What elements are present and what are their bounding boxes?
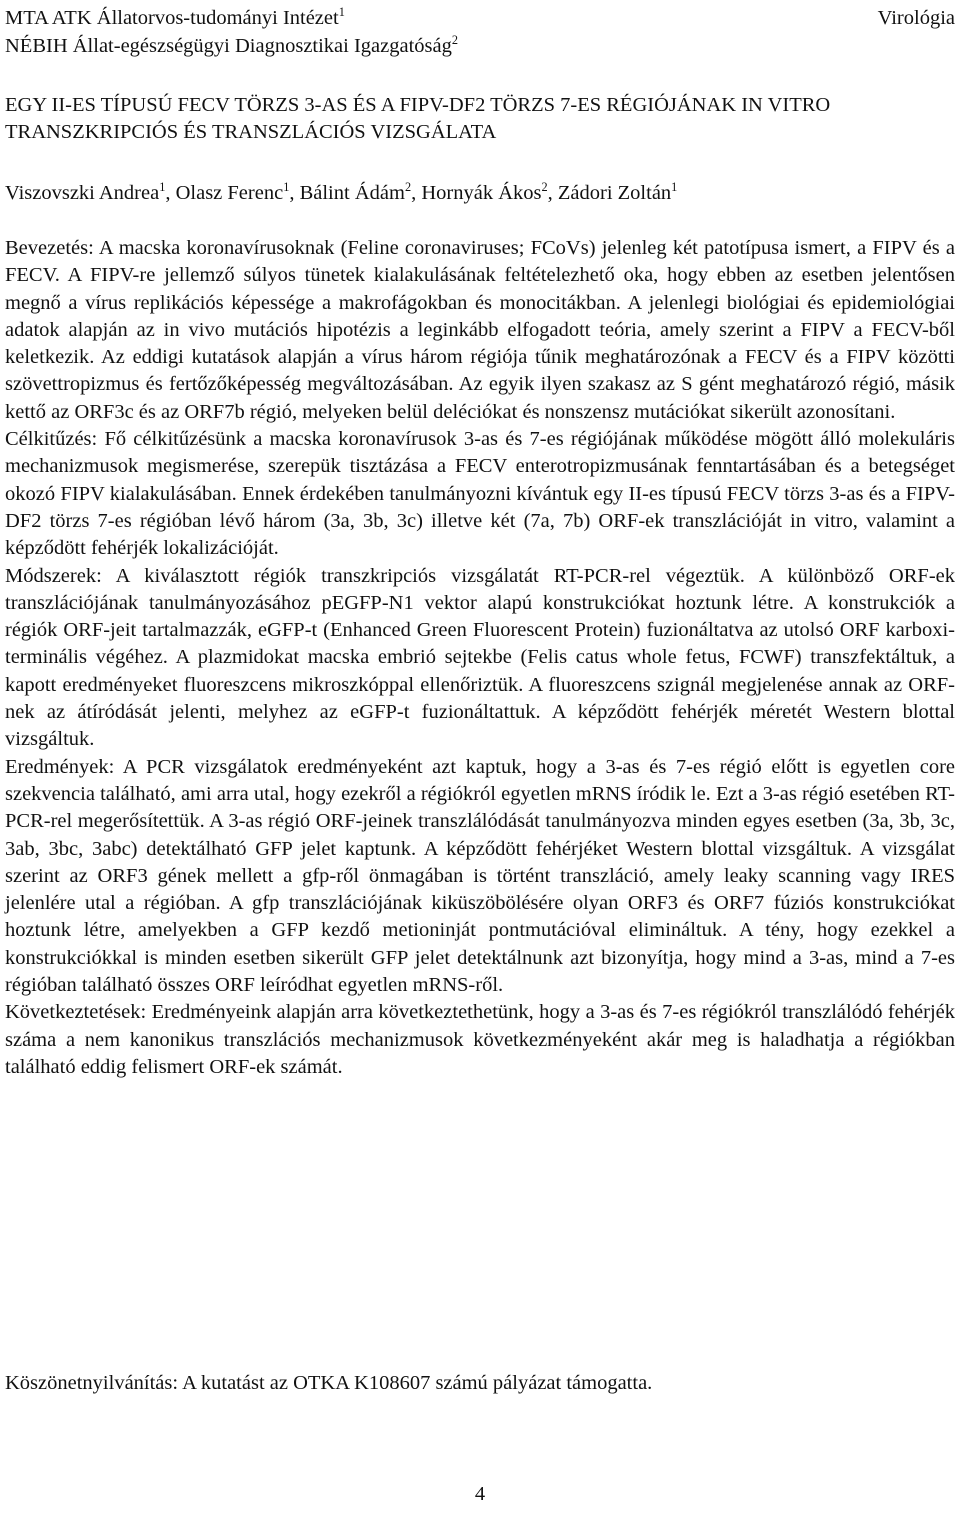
section-text: A kiválasztott régiók transzkripciós vizsgálatát RT-PCR-rel végeztük. A különböző ORF-ek transzlációjának tanulmányozásához pEGFP-N1 vektor alapú konstrukciókat hoztunk létre. A konstrukciók a régiók ORF-jeit tartalmazzák, eGFP-t (Enhanced Green Fluorescent Protein) fuzionáltatva az utolsó ORF karboxi-terminális végéhez. A plazmidokat macska embrió sejtekbe (Felis catus whole fetus, FCWF) transzfektáltuk, a kapott eredményeket fluoreszcens mikroszkóppal ellenőriztük. A fluoreszcens szignál megjelenése annak az ORF-nek az átíródását jelenti, melyhez az eGFP-t fuzionáltattuk. A képződött fehérjék méretét Western blottal vizsgáltuk. — [5, 564, 955, 751]
section-text: A macska koronavírusoknak (Feline coronaviruses; FCoVs) jelenleg két patotípusa ismert, a FIPV és a FECV. A FIPV-re jellemző súlyos tünetek kialakulásának feltételezhető oka, hogy ebben az esetben jelentősen megnő a vírus replikációs képessége a makrofágokban és monocitákban. A jelenlegi biológiai és epidemiológiai adatok alapján az in vivo mutációs hipotézis a leginkább elfogadott teória, amely szerint a FIPV a FECV-ből keletkezik. Az eddigi kutatások alapján a vírus három régiója tűnik meghatározónak a FECV és a FIPV közötti szövettropizmus és fertőzőképesség megváltozásában. Az egyik ilyen szakasz az S gént meghatározó régió, másik kettő az ORF3c és az ORF7b régió, melyeken belül deléciókat és nonszensz mutációkat sikerült azonosítani. — [5, 237, 955, 423]
author-list — [5, 179, 955, 207]
section-label: Eredmények: — [5, 755, 115, 778]
section-label: Bevezetés: — [5, 237, 94, 259]
institution-2: NÉBIH Állat-egészségügyi Diagnosztikai Igazgatóság$^2$ — [5, 33, 459, 57]
author: Hornyák Ákos$^2$, — [421, 180, 558, 204]
paper-title: EGY II-ES TÍPUSÚ FECV TÖRZS 3-AS ÉS A FIPV-DF2 TÖRZS 7-ES RÉGIÓJÁNAK IN VITRO TRANSZKRIPCIÓS ÉS TRANSZLÁCIÓS VIZSGÁLATA — [5, 94, 831, 143]
section-objective — [5, 426, 955, 562]
document-page — [5, 0, 955, 1517]
section-text: A PCR vizsgálatok eredményeként azt kaptuk, hogy a 3-as és 7-es régió előtt is egyetlen core szekvencia található, ami arra utal, hogy ezekről a régiókról egyetlen mRNS íródik le. Ezt a 3-as régió esetében RT-PCR-rel megerősítettük. A 3-as régió ORF-jeinek transzlálódását tanulmányozva minden egyes esetben (3a, 3b, 3c, 3ab, 3bc, 3abc) detektálható GFP jelet kaptunk. A képződött fehérjéket Western blottal vizsgáltuk. A vizsgálat szerint az ORF3 gének mellett a gfp-ről önmagában is történt transzláció, amely leaky scanning vagy IRES jelenlére utal a régióban. A gfp transzlációjának kiküszöbölésére olyan ORF3 és ORF7 fúziós konstrukciókat hoztunk létre, amelyekben a GFP kezdő metioninját pontmutációval elimináltuk. A tény, hogy ezekkel a konstrukciókkal is minden esetben sikerült GFP jelet detektálnunk azt bizonyítja, hogy mind a 3-as, mind a 7-es régióban található összes ORF leíródhat egyetlen mRNS-ről. — [5, 755, 955, 997]
section-text: Fő célkitűzésünk a macska koronavírusok 3-as és 7-es régiójának működése mögött álló molekuláris mechanizmusok megismerése, szerepük tisztázása a FECV enterotropizmusának fenntartásában és a betegséget okozó FIPV kialakulásában. Ennek érdekében tanulmányozni kívántuk egy II-es típusú FECV törzs 3-as és a FIPV-DF2 törzs 7-es régióban lévő három (3a, 3b, 3c) illetve két (7a, 7b) ORF-ek transzlációját in vitro, valamint a képződött fehérjék lokalizációját. — [5, 428, 955, 560]
page-header — [5, 4, 955, 60]
section-methods — [5, 563, 955, 754]
acknowledgement: Köszönetnyilvánítás: A kutatást az OTKA K108607 számú pályázat támogatta. — [5, 1372, 653, 1394]
section-text: Eredményeink alapján arra következtethetünk, hogy a 3-as és 7-es régiókról transzlálódó fehérjék száma a nem kanonikus transzlációs mechanizmusok következményeként akár meg is haladhatja a régiókban található eddig felismert ORF-ek számát. — [5, 1001, 955, 1078]
author: Viszovszki Andrea$^1$, — [5, 180, 176, 204]
section-label: Következtetések: — [5, 1001, 147, 1024]
section-label: Módszerek: — [5, 564, 102, 587]
abstract-body — [5, 235, 955, 1081]
section-conclusions — [5, 999, 955, 1081]
author: Zádori Zoltán$^1$ — [557, 180, 678, 204]
section-label: Célkitűzés: — [5, 428, 98, 451]
author: Bálint Ádám$^2$, — [299, 180, 422, 204]
author: Olasz Ferenc$^1$, — [175, 180, 300, 204]
page-number: 4 — [474, 1483, 486, 1505]
section-results — [5, 754, 955, 1000]
section-tag: Virológia — [877, 7, 955, 29]
institution-1: MTA ATK Állatorvos-tudományi Intézet$^1$ — [5, 5, 345, 29]
section-introduction — [5, 235, 955, 426]
